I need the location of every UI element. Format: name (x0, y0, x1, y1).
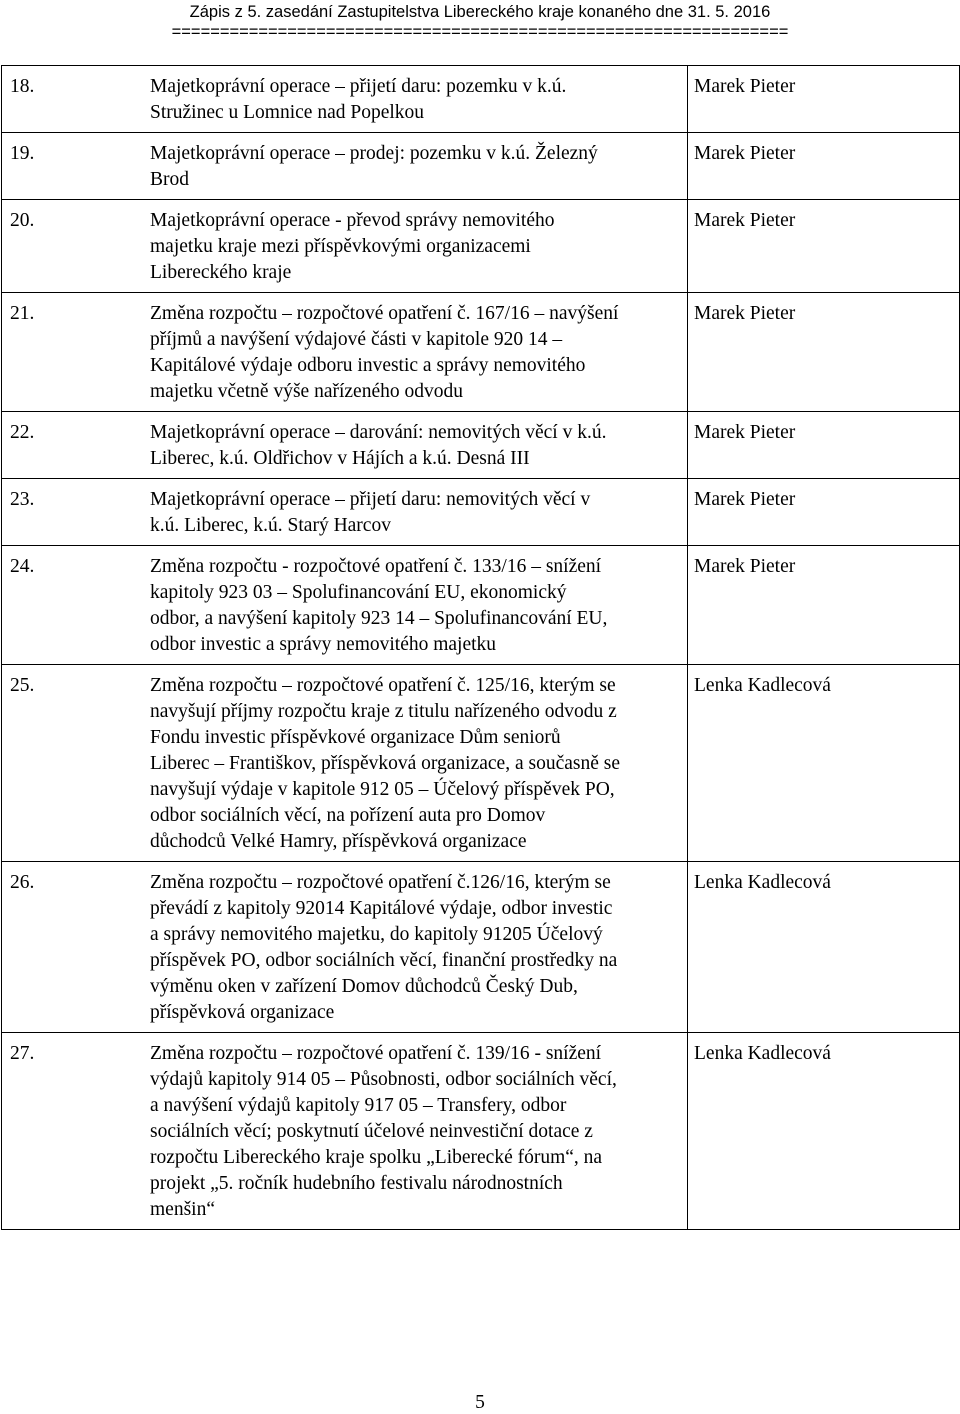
agenda-row (2, 200, 960, 293)
agenda-row (2, 412, 960, 479)
agenda-item-cell (2, 412, 688, 479)
agenda-row (2, 293, 960, 412)
agenda-item-number: 24. (10, 556, 35, 577)
agenda-row (2, 665, 960, 862)
agenda-item-text: Majetkoprávní operace - převod správy nemovitého majetku kraje mezi příspěvkovými organizacemi Libereckého kraje (150, 210, 555, 283)
agenda-item-text: Změna rozpočtu – rozpočtové opatření č. 125/16, kterým se navyšují příjmy rozpočtu kraje z titulu nařízeného odvodu z Fondu investic příspěvkové organizace Dům seniorů Liberec – Františkov, příspěvková organizace, a současně se navyšují výdaje v kapitole 912 05 – Účelový příspěvek PO, odbor sociálních věcí, na pořízení auta pro Domov důchodců Velké Hamry, příspěvková organizace (150, 675, 620, 852)
agenda-item-presenter: Lenka Kadlecová (688, 1033, 960, 1230)
agenda-item-cell (2, 665, 688, 862)
agenda-item-presenter: Marek Pieter (688, 200, 960, 293)
agenda-item-number: 26. (10, 872, 35, 893)
agenda-table (1, 65, 960, 1230)
agenda-item-presenter: Marek Pieter (688, 479, 960, 546)
agenda-row (2, 862, 960, 1033)
agenda-item-text: Majetkoprávní operace – přijetí daru: nemovitých věcí v k.ú. Liberec, k.ú. Starý Harcov (150, 489, 591, 536)
agenda-row (2, 1033, 960, 1230)
agenda-item-cell (2, 293, 688, 412)
agenda-item-cell (2, 479, 688, 546)
agenda-item-cell (2, 546, 688, 665)
agenda-item-presenter: Marek Pieter (688, 546, 960, 665)
agenda-item-cell (2, 66, 688, 133)
agenda-item-cell (2, 133, 688, 200)
agenda-item-text: Majetkoprávní operace – darování: nemovitých věcí v k.ú. Liberec, k.ú. Oldřichov v Hájích a k.ú. Desná III (150, 422, 607, 469)
agenda-row (2, 479, 960, 546)
agenda-item-presenter: Marek Pieter (688, 412, 960, 479)
agenda-item-number: 27. (10, 1043, 35, 1064)
agenda-item-presenter: Marek Pieter (688, 293, 960, 412)
agenda-item-number: 20. (10, 210, 35, 231)
agenda-item-text: Majetkoprávní operace – přijetí daru: pozemku v k.ú. Stružinec u Lomnice nad Popelkou (150, 76, 567, 123)
agenda-item-number: 23. (10, 489, 35, 510)
agenda-item-presenter: Marek Pieter (688, 66, 960, 133)
agenda-item-cell (2, 1033, 688, 1230)
agenda-item-number: 21. (10, 303, 35, 324)
agenda-item-text: Majetkoprávní operace – prodej: pozemku v k.ú. Železný Brod (150, 143, 598, 190)
agenda-item-presenter: Lenka Kadlecová (688, 665, 960, 862)
agenda-item-text: Změna rozpočtu – rozpočtové opatření č.126/16, kterým se převádí z kapitoly 92014 Kapitálové výdaje, odbor investic a správy nemovitého majetku, do kapitoly 91205 Účelový příspěvek PO, odbor sociálních věcí, finanční prostředky na výměnu oken v zařízení Domov důchodců Český Dub, příspěvková organizace (150, 872, 618, 1023)
agenda-item-text: Změna rozpočtu – rozpočtové opatření č. 167/16 – navýšení příjmů a navýšení výdajové části v kapitole 920 14 – Kapitálové výdaje odboru investic a správy nemovitého majetku včetně výše nařízeného odvodu (150, 303, 619, 402)
agenda-item-number: 18. (10, 76, 35, 97)
agenda-row (2, 66, 960, 133)
agenda-item-number: 19. (10, 143, 35, 164)
header-rule: ================================================================ (171, 23, 789, 41)
agenda-row (2, 133, 960, 200)
agenda-item-number: 25. (10, 675, 35, 696)
agenda-item-text: Změna rozpočtu - rozpočtové opatření č. 133/16 – snížení kapitoly 923 03 – Spolufinancování EU, ekonomický odbor, a navýšení kapitoly 923 14 – Spolufinancování EU, odbor investic a správy nemovitého majetku (150, 556, 608, 655)
agenda-row (2, 546, 960, 665)
document-header: Zápis z 5. zasedání Zastupitelstva Libereckého kraje konaného dne 31. 5. 2016 (189, 3, 771, 21)
agenda-item-number: 22. (10, 422, 35, 443)
agenda-item-text: Změna rozpočtu – rozpočtové opatření č. 139/16 - snížení výdajů kapitoly 914 05 – Působnosti, odbor sociálních věcí, a navýšení výdajů kapitoly 917 05 – Transfery, odbor sociálních věcí; poskytnutí účelové neinvestiční dotace z rozpočtu Libereckého kraje spolku „Liberecké fórum“, na projekt „5. ročník hudebního festivalu národnostních menšin“ (150, 1043, 617, 1220)
page-number: 5 (475, 1392, 485, 1413)
agenda-item-cell (2, 862, 688, 1033)
agenda-item-cell (2, 200, 688, 293)
agenda-item-presenter: Marek Pieter (688, 133, 960, 200)
agenda-item-presenter: Lenka Kadlecová (688, 862, 960, 1033)
